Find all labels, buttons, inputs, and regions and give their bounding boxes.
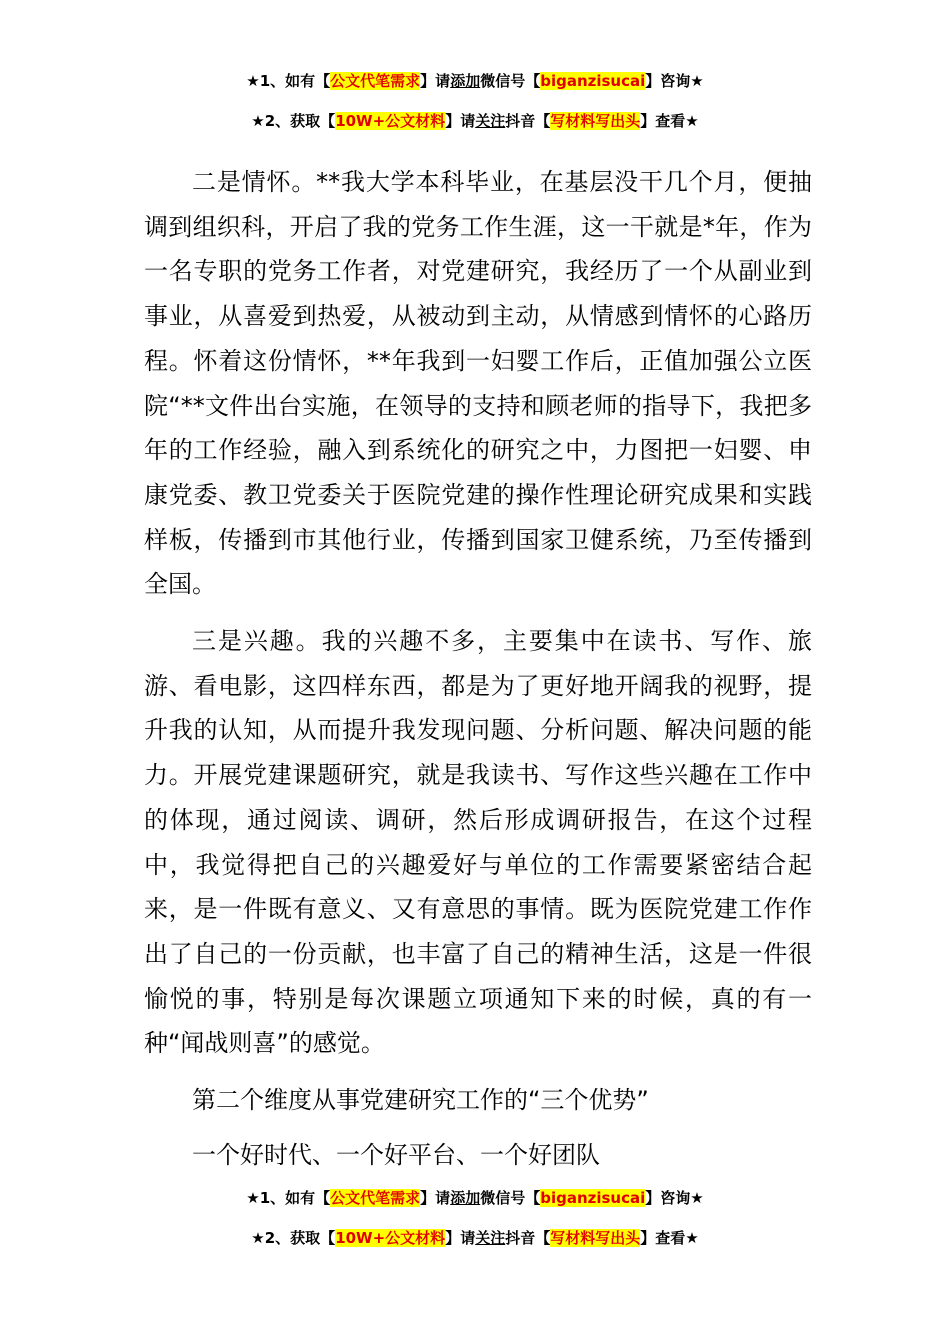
- notice-text: 】查看★: [640, 1229, 699, 1247]
- highlight-wechat-id: biganzisucai: [540, 1189, 646, 1207]
- notice-text: 微信号【: [480, 1189, 541, 1207]
- notice-text: ★1、如有【: [246, 1189, 331, 1207]
- notice-text: 微信号【: [480, 72, 541, 90]
- highlight-materials: 10W+公文材料: [335, 1229, 446, 1247]
- notice-text: ★1、如有【: [246, 72, 331, 90]
- notice-text: 抖音【: [505, 112, 551, 130]
- notice-line-2: [0, 108, 950, 134]
- notice-text: 】查看★: [640, 112, 699, 130]
- underlined-word: 添加: [450, 1189, 481, 1207]
- document-body: [144, 160, 812, 1066]
- highlight-wechat-id: biganzisucai: [540, 72, 646, 90]
- notice-text: 】咨询★: [645, 1189, 704, 1207]
- paragraph-interest: 三是兴趣。我的兴趣不多，主要集中在读书、写作、旅游、看电影，这四样东西，都是为了更好地开阔我的视野，提升我的认知，从而提升我发现问题、分析问题、解决问题的能力。开展党建课题研究，就是我读书、写作这些兴趣在工作中的体现，通过阅读、调研，然后形成调研报告，在这个过程中，我觉得把自己的兴趣爱好与单位的工作需要紧密结合起来，是一件既有意义、又有意思的事情。既为医院党建工作作出了自己的一份贡献，也丰富了自己的精神生活，这是一件很愉悦的事，特别是每次课题立项通知下来的时候，真的有一种“闻战则喜”的感觉。: [144, 627, 812, 1058]
- section-subheading: 一个好时代、一个好平台、一个好团队: [192, 1141, 600, 1169]
- notice-text: 】请: [445, 112, 476, 130]
- top-notice: [0, 68, 950, 134]
- bottom-notice: [0, 1185, 950, 1251]
- notice-text: 抖音【: [505, 1229, 551, 1247]
- notice-text: 】请: [420, 72, 451, 90]
- underlined-word: 关注: [475, 1229, 506, 1247]
- highlight-materials: 10W+公文材料: [335, 112, 446, 130]
- highlight-service: 公文代笔需求: [330, 72, 421, 90]
- notice-line-2: [0, 1225, 950, 1251]
- notice-line-1: [0, 68, 950, 94]
- notice-text: 】请: [420, 1189, 451, 1207]
- underlined-word: 添加: [450, 72, 481, 90]
- highlight-douyin: 写材料写出头: [550, 112, 641, 130]
- section-heading: 第二个维度从事党建研究工作的“三个优势”: [192, 1086, 649, 1114]
- highlight-service: 公文代笔需求: [330, 1189, 421, 1207]
- notice-text: 】请: [445, 1229, 476, 1247]
- notice-text: 】咨询★: [645, 72, 704, 90]
- paragraph-sentiment: 二是情怀。**我大学本科毕业，在基层没干几个月，便抽调到组织科，开启了我的党务工作生涯，这一干就是*年，作为一名专职的党务工作者，对党建研究，我经历了一个从副业到事业，从喜爱到热爱，从被动到主动，从情感到情怀的心路历程。怀着这份情怀，**年我到一妇婴工作后，正值加强公立医院“**文件出台实施，在领导的支持和顾老师的指导下，我把多年的工作经验，融入到系统化的研究之中，力图把一妇婴、申康党委、教卫党委关于医院党建的操作性理论研究成果和实践样板，传播到市其他行业，传播到国家卫健系统，乃至传播到全国。: [144, 168, 812, 599]
- underlined-word: 关注: [475, 112, 506, 130]
- notice-text: ★2、获取【: [251, 1229, 336, 1247]
- highlight-douyin: 写材料写出头: [550, 1229, 641, 1247]
- notice-line-1: [0, 1185, 950, 1211]
- notice-text: ★2、获取【: [251, 112, 336, 130]
